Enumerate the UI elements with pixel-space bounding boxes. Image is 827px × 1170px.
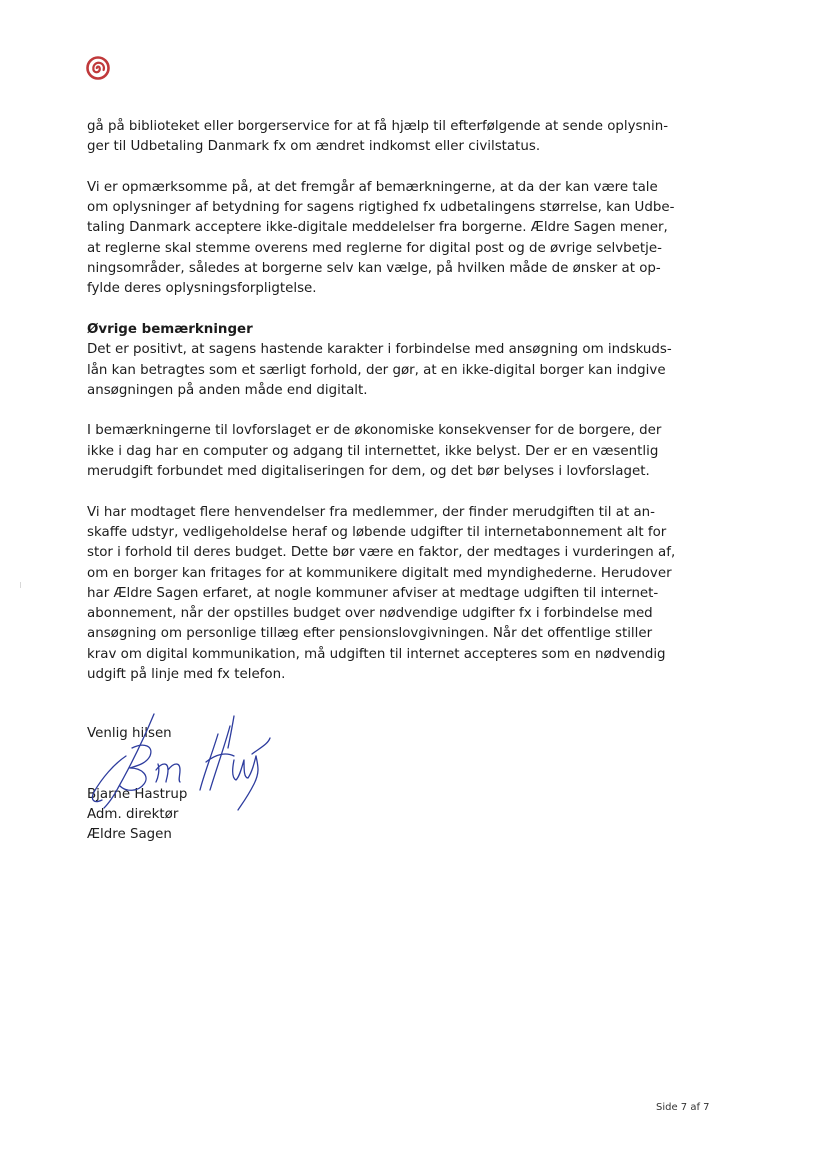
body-line: taling Danmark acceptere ikke-digitale meddelelser fra borgerne. Ældre Sagen mener, — [87, 220, 668, 236]
paragraph — [87, 117, 712, 158]
body-line: Vi er opmærksomme på, at det fremgår af bemærkningerne, at da der kan være tale — [87, 179, 658, 195]
body-line: abonnement, når der opstilles budget over nødvendige udgifter fx i forbindelse med — [87, 606, 653, 622]
section-heading: Øvrige bemærkninger — [87, 321, 253, 337]
body-line: ikke i dag har en computer og adgang til internettet, ikke belyst. Der er en væsentlig — [87, 443, 659, 459]
letter-body — [87, 117, 712, 706]
body-line: ger til Udbetaling Danmark fx om ændret indkomst eller civilstatus. — [87, 139, 541, 155]
aeldre-sagen-logo-icon — [86, 56, 110, 80]
paragraph — [87, 503, 712, 686]
signatory-name: Bjarne Hastrup — [87, 786, 188, 802]
body-line: Vi har modtaget flere henvendelser fra medlemmer, der finder merudgiften til at an- — [87, 504, 655, 520]
handwritten-signature — [84, 708, 284, 818]
body-line: ansøgningen på anden måde end digitalt. — [87, 382, 368, 398]
page-edge-mark — [20, 582, 21, 588]
body-line: om oplysninger af betydning for sagens rigtighed fx udbetalingens størrelse, kan Udbe- — [87, 200, 675, 216]
paragraph — [87, 178, 712, 300]
closing-greeting: Venlig hilsen — [87, 726, 172, 741]
body-line: gå på biblioteket eller borgerservice for at få hjælp til efterfølgende at sende oplysnin- — [87, 119, 669, 134]
body-line: krav om digital kommunikation, må udgiften til internet accepteres som en nødvendig — [87, 646, 666, 662]
paragraph — [87, 320, 712, 401]
body-line: lån kan betragtes som et særligt forhold, der gør, at en ikke-digital borger kan indgive — [87, 362, 666, 378]
body-line: fylde deres oplysningsforpligtelse. — [87, 281, 317, 297]
signatory-title: Adm. direktør — [87, 807, 179, 823]
body-line: merudgift forbundet med digitaliseringen for dem, og det bør belyses i lovforslaget. — [87, 464, 650, 480]
body-line: stor i forhold til deres budget. Dette bør være en faktor, der medtages i vurderingen af, — [87, 545, 676, 561]
signatory-organization: Ældre Sagen — [87, 827, 172, 843]
body-line: om en borger kan fritages for at kommunikere digitalt med myndighederne. Herudover — [87, 565, 672, 581]
body-line: har Ældre Sagen erfaret, at nogle kommuner afviser at medtage udgiften til internet- — [87, 585, 659, 601]
paragraph — [87, 421, 712, 482]
body-line: skaffe udstyr, vedligeholdelse heraf og løbende udgifter til internetabonnement alt for — [87, 524, 667, 540]
body-line: udgift på linje med fx telefon. — [87, 667, 286, 683]
body-line: I bemærkningerne til lovforslaget er de økonomiske konsekvenser for de borgere, der — [87, 423, 662, 439]
body-line: Det er positivt, at sagens hastende karakter i forbindelse med ansøgning om indskuds- — [87, 342, 672, 358]
page-number: Side 7 af 7 — [656, 1102, 710, 1113]
body-line: at reglerne skal stemme overens med reglerne for digital post og de øvrige selvbetje- — [87, 240, 662, 256]
body-line: ningsområder, således at borgerne selv kan vælge, på hvilken måde de ønsker at op- — [87, 261, 661, 277]
body-line: ansøgning om personlige tillæg efter pensionslovgivningen. Når det offentlige stiller — [87, 626, 653, 642]
